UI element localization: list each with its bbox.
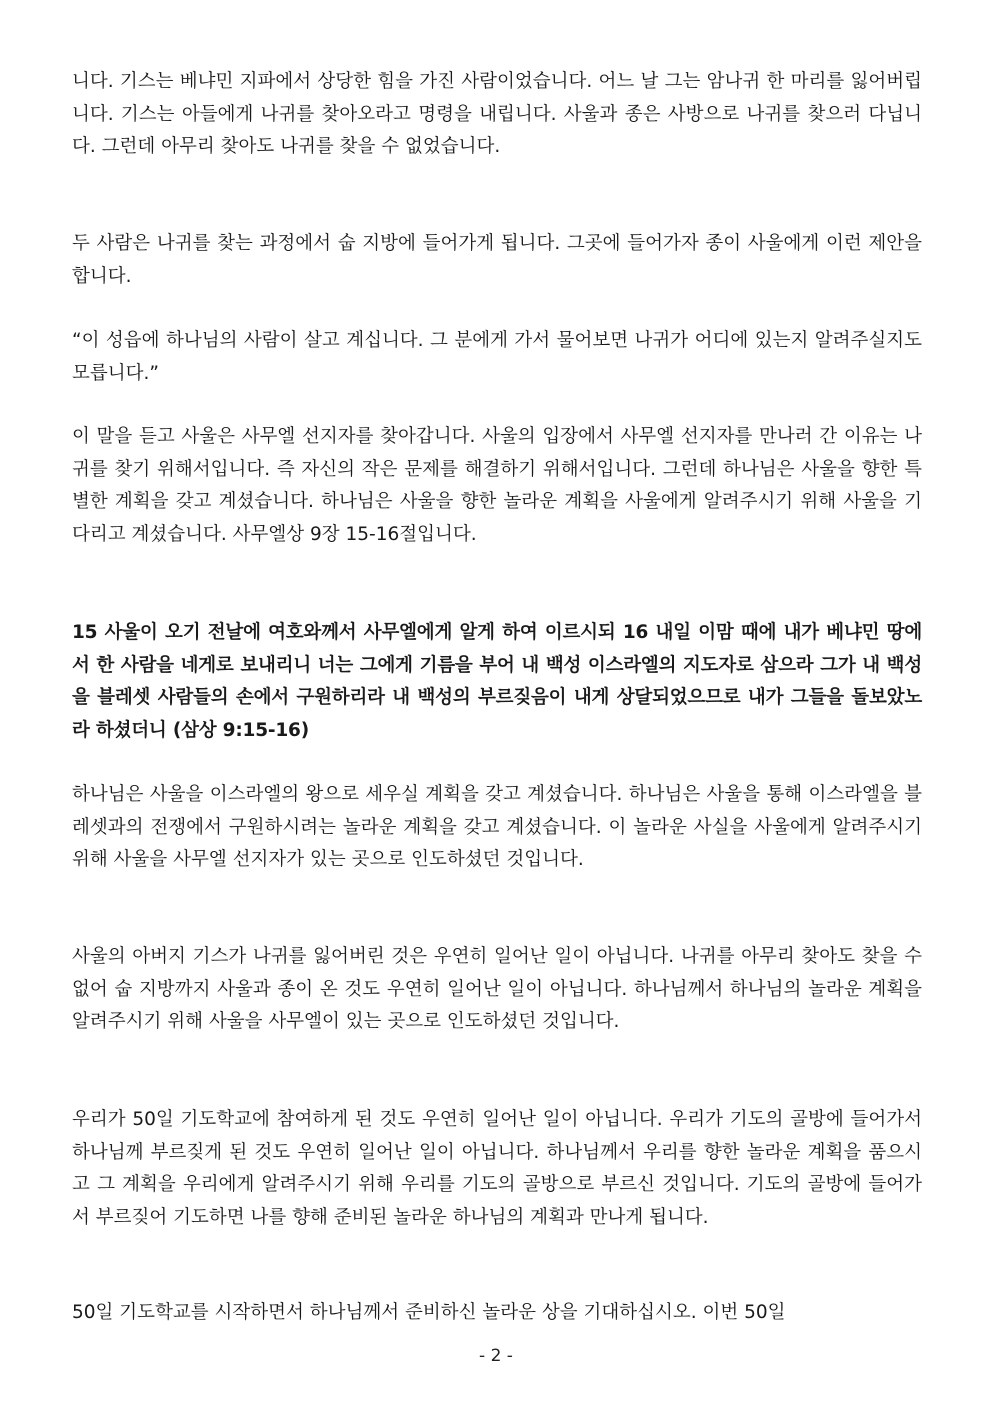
page-number: - 2 - bbox=[479, 1346, 513, 1366]
paragraph-6: 하나님은 사울을 이스라엘의 왕으로 세우실 계획을 갖고 계셨습니다. 하나님은 사울을 통해 이스라엘을 블레셋과의 전쟁에서 구원하시려는 놀라운 계획을 갖고 계셨습니다. 이 놀라운 사실을 사울에게 알려주시기 위해 사울을 사무엘 선지자가 있는 곳으로 인도하셨던 것입니다. bbox=[72, 784, 922, 871]
paragraph-2: 두 사람은 나귀를 찾는 과정에서 숩 지방에 들어가게 됩니다. 그곳에 들어가자 종이 사울에게 이런 제안을 합니다. bbox=[72, 233, 922, 287]
paragraph-quote: “이 성읍에 하나님의 사람이 살고 계십니다. 그 분에게 가서 물어보면 나귀가 어디에 있는지 알려주실지도 모릅니다.” bbox=[72, 330, 922, 384]
paragraph-9: 50일 기도학교를 시작하면서 하나님께서 준비하신 놀라운 상을 기대하십시오. 이번 50일 bbox=[72, 1302, 786, 1323]
paragraph-1: 니다. 기스는 베냐민 지파에서 상당한 힘을 가진 사람이었습니다. 어느 날 그는 암나귀 한 마리를 잃어버립니다. 기스는 아들에게 나귀를 찾아오라고 명령을 내립니다. 사울과 종은 사방으로 나귀를 찾으러 다닙니다. 그런데 아무리 찾아도 나귀를 찾을 수 없었습니다. bbox=[72, 71, 922, 158]
scripture-passage: 15 사울이 오기 전날에 여호와께서 사무엘에게 알게 하여 이르시되 16 내일 이맘 때에 내가 베냐민 땅에서 한 사람을 네게로 보내리니 너는 그에게 기름을 부어 내 백성 이스라엘의 지도자로 삼으라 그가 내 백성을 블레셋 사람들의 손에서 구원하리라 내 백성의 부르짖음이 내게 상달되었으므로 내가 그들을 돌보았노라 하셨더니 (삼상 9:15-16) bbox=[72, 622, 922, 741]
paragraph-8: 우리가 50일 기도학교에 참여하게 된 것도 우연히 일어난 일이 아닙니다. 우리가 기도의 골방에 들어가서 하나님께 부르짖게 된 것도 우연히 일어난 일이 아닙니다. 하나님께서 우리를 향한 놀라운 계획을 품으시고 그 계획을 우리에게 알려주시기 위해 우리를 기도의 골방으로 부르신 것입니다. 기도의 골방에 들어가서 부르짖어 기도하면 나를 향해 준비된 놀라운 하나님의 계획과 만나게 됩니다. bbox=[72, 1109, 922, 1228]
paragraph-4: 이 말을 듣고 사울은 사무엘 선지자를 찾아갑니다. 사울의 입장에서 사무엘 선지자를 만나러 간 이유는 나귀를 찾기 위해서입니다. 즉 자신의 작은 문제를 해결하기 위해서입니다. 그런데 하나님은 사울을 향한 특별한 계획을 갖고 계셨습니다. 하나님은 사울을 향한 놀라운 계획을 사울에게 알려주시기 위해 사울을 기다리고 계셨습니다. 사무엘상 9장 15-16절입니다. bbox=[72, 426, 922, 545]
paragraph-7: 사울의 아버지 기스가 나귀를 잃어버린 것은 우연히 일어난 일이 아닙니다. 나귀를 아무리 찾아도 찾을 수 없어 숩 지방까지 사울과 종이 온 것도 우연히 일어난 일이 아닙니다. 하나님께서 하나님의 놀라운 계획을 알려주시기 위해 사울을 사무엘이 있는 곳으로 인도하셨던 것입니다. bbox=[72, 946, 922, 1033]
